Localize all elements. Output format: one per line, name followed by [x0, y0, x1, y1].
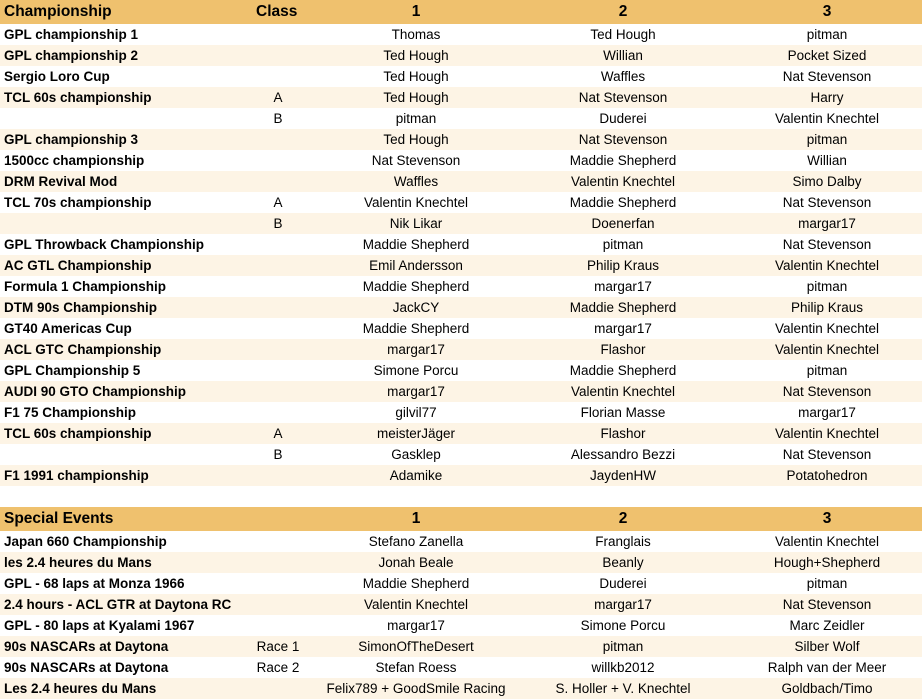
event-name-cell: GPL - 68 laps at Monza 1966 — [4, 576, 185, 591]
third-place-cell: Potatohedron — [786, 468, 868, 483]
second-place-cell: Beanly — [602, 555, 644, 570]
second-place-cell: Waffles — [600, 69, 646, 84]
second-place-cell: Florian Masse — [580, 405, 666, 420]
first-place-cell: Ted Hough — [383, 132, 449, 147]
third-place-cell: Philip Kraus — [790, 300, 864, 315]
second-place-cell: Maddie Shepherd — [569, 153, 677, 168]
third-place-cell: pitman — [806, 27, 848, 42]
second-place-cell: Duderei — [599, 576, 647, 591]
event-name-cell: les 2.4 heures du Mans — [4, 555, 152, 570]
first-place-cell: margar17 — [387, 384, 445, 399]
table-row — [0, 381, 922, 402]
third-place-cell: Ralph van der Meer — [767, 660, 887, 675]
table-row — [0, 657, 922, 678]
table-row — [0, 636, 922, 657]
first-place-cell: Ted Hough — [383, 69, 449, 84]
second-place-cell: Flashor — [600, 342, 646, 357]
event-name-cell: Japan 660 Championship — [4, 534, 167, 549]
table-row — [0, 192, 922, 213]
table-row — [0, 276, 922, 297]
third-place-cell: Nat Stevenson — [782, 237, 872, 252]
table-row — [0, 108, 922, 129]
second-place-cell: Nat Stevenson — [578, 90, 668, 105]
second-place-cell: Valentin Knechtel — [570, 384, 676, 399]
event-name-cell: GT40 Americas Cup — [4, 321, 132, 336]
class-cell: B — [273, 216, 283, 231]
special-third-place-header: 3 — [822, 510, 832, 527]
third-place-cell: Harry — [810, 90, 844, 105]
event-name-cell: 2.4 hours - ACL GTR at Daytona RC — [4, 597, 232, 612]
table-row — [0, 24, 922, 45]
first-place-cell: Jonah Beale — [378, 555, 454, 570]
table-row — [0, 318, 922, 339]
second-place-header: 2 — [618, 3, 628, 20]
table-row — [0, 615, 922, 636]
first-place-cell: Adamike — [389, 468, 443, 483]
event-name-cell: TCL 60s championship — [4, 90, 152, 105]
third-place-cell: margar17 — [798, 216, 856, 231]
event-name-cell: DRM Revival Mod — [4, 174, 118, 189]
table-row — [0, 360, 922, 381]
table-row — [0, 45, 922, 66]
second-place-cell: S. Holler + V. Knechtel — [555, 681, 691, 696]
first-place-cell: Maddie Shepherd — [362, 321, 470, 336]
table-row — [0, 594, 922, 615]
event-name-cell: TCL 70s championship — [4, 195, 152, 210]
second-place-cell: Ted Hough — [590, 27, 656, 42]
table-row — [0, 297, 922, 318]
special-second-place-header: 2 — [618, 510, 628, 527]
event-name-cell: 1500cc championship — [4, 153, 145, 168]
class-cell: A — [273, 426, 283, 441]
first-place-cell: Simone Porcu — [373, 363, 459, 378]
second-place-cell: willkb2012 — [591, 660, 655, 675]
table-row — [0, 66, 922, 87]
first-place-cell: Thomas — [391, 27, 441, 42]
class-cell: B — [273, 447, 283, 462]
class-cell: B — [273, 111, 283, 126]
event-name-cell: GPL Championship 5 — [4, 363, 141, 378]
third-place-cell: Willian — [807, 153, 847, 168]
event-name-cell: DTM 90s Championship — [4, 300, 158, 315]
event-name-cell: ACL GTC Championship — [4, 342, 162, 357]
first-place-cell: Maddie Shepherd — [362, 576, 470, 591]
second-place-cell: Willian — [603, 48, 643, 63]
special-events-header-row — [0, 507, 922, 531]
event-name-cell: GPL - 80 laps at Kyalami 1967 — [4, 618, 195, 633]
third-place-header: 3 — [822, 3, 832, 20]
table-row — [0, 129, 922, 150]
first-place-cell: margar17 — [387, 342, 445, 357]
third-place-cell: pitman — [806, 279, 848, 294]
second-place-cell: margar17 — [594, 321, 652, 336]
event-name-cell: Les 2.4 heures du Mans — [4, 681, 157, 696]
event-name-cell: Formula 1 Championship — [4, 279, 167, 294]
third-place-cell: Goldbach/Timo — [781, 681, 873, 696]
table-row — [0, 255, 922, 276]
table-row — [0, 465, 922, 486]
event-name-cell: AC GTL Championship — [4, 258, 152, 273]
second-place-cell: Nat Stevenson — [578, 132, 668, 147]
second-place-cell: Philip Kraus — [586, 258, 660, 273]
second-place-cell: Maddie Shepherd — [569, 363, 677, 378]
table-row — [0, 531, 922, 552]
first-place-cell: Felix789 + GoodSmile Racing — [326, 681, 506, 696]
table-row — [0, 339, 922, 360]
first-place-cell: Nat Stevenson — [371, 153, 461, 168]
first-place-cell: JackCY — [392, 300, 440, 315]
championship-header: Championship — [4, 3, 112, 20]
first-place-cell: Maddie Shepherd — [362, 279, 470, 294]
event-name-cell: F1 1991 championship — [4, 468, 149, 483]
special-events-table-body — [0, 531, 922, 699]
first-place-cell: meisterJäger — [376, 426, 456, 441]
class-cell: Race 1 — [256, 639, 300, 654]
first-place-cell: pitman — [395, 111, 437, 126]
class-header: Class — [256, 3, 298, 20]
table-row — [0, 423, 922, 444]
first-place-cell: Valentin Knechtel — [363, 195, 469, 210]
event-name-cell: TCL 60s championship — [4, 426, 152, 441]
third-place-cell: margar17 — [798, 405, 856, 420]
third-place-cell: Valentin Knechtel — [774, 258, 880, 273]
event-name-cell: GPL championship 1 — [4, 27, 139, 42]
third-place-cell: Valentin Knechtel — [774, 342, 880, 357]
second-place-cell: Simone Porcu — [580, 618, 666, 633]
event-name-cell: Sergio Loro Cup — [4, 69, 110, 84]
third-place-cell: Nat Stevenson — [782, 447, 872, 462]
third-place-cell: Nat Stevenson — [782, 195, 872, 210]
first-place-cell: Gasklep — [391, 447, 441, 462]
first-place-cell: margar17 — [387, 618, 445, 633]
third-place-cell: Marc Zeidler — [789, 618, 865, 633]
first-place-cell: Maddie Shepherd — [362, 237, 470, 252]
event-name-cell: F1 75 Championship — [4, 405, 137, 420]
first-place-cell: Stefan Roess — [375, 660, 457, 675]
second-place-cell: Franglais — [595, 534, 651, 549]
first-place-cell: SimonOfTheDesert — [358, 639, 474, 654]
third-place-cell: Silber Wolf — [794, 639, 860, 654]
second-place-cell: Alessandro Bezzi — [570, 447, 676, 462]
third-place-cell: Nat Stevenson — [782, 384, 872, 399]
event-name-cell: AUDI 90 GTO Championship — [4, 384, 187, 399]
table-row — [0, 234, 922, 255]
table-row — [0, 444, 922, 465]
section-spacer — [0, 486, 922, 507]
first-place-cell: Nik Likar — [389, 216, 443, 231]
table-row — [0, 573, 922, 594]
table-row — [0, 678, 922, 699]
third-place-cell: pitman — [806, 132, 848, 147]
first-place-cell: Ted Hough — [383, 48, 449, 63]
second-place-cell: Duderei — [599, 111, 647, 126]
first-place-cell: Emil Andersson — [369, 258, 463, 273]
event-name-cell: GPL Throwback Championship — [4, 237, 205, 252]
second-place-cell: margar17 — [594, 279, 652, 294]
table-row — [0, 171, 922, 192]
first-place-cell: Ted Hough — [383, 90, 449, 105]
second-place-cell: pitman — [602, 639, 644, 654]
third-place-cell: pitman — [806, 576, 848, 591]
third-place-cell: Hough+Shepherd — [773, 555, 881, 570]
second-place-cell: Flashor — [600, 426, 646, 441]
event-name-cell: 90s NASCARs at Daytona — [4, 639, 169, 654]
event-name-cell: 90s NASCARs at Daytona — [4, 660, 169, 675]
first-place-header: 1 — [411, 3, 421, 20]
table-row — [0, 552, 922, 573]
second-place-cell: Doenerfan — [591, 216, 655, 231]
second-place-cell: Maddie Shepherd — [569, 300, 677, 315]
championship-header-row — [0, 0, 922, 24]
second-place-cell: Maddie Shepherd — [569, 195, 677, 210]
first-place-cell: Valentin Knechtel — [363, 597, 469, 612]
event-name-cell: GPL championship 2 — [4, 48, 139, 63]
third-place-cell: Valentin Knechtel — [774, 534, 880, 549]
table-row — [0, 402, 922, 423]
first-place-cell: Stefano Zanella — [368, 534, 464, 549]
special-events-header: Special Events — [4, 510, 114, 527]
third-place-cell: Nat Stevenson — [782, 597, 872, 612]
second-place-cell: pitman — [602, 237, 644, 252]
championship-table-body — [0, 24, 922, 486]
second-place-cell: margar17 — [594, 597, 652, 612]
special-first-place-header: 1 — [411, 510, 421, 527]
third-place-cell: pitman — [806, 363, 848, 378]
class-cell: A — [273, 195, 283, 210]
event-name-cell: GPL championship 3 — [4, 132, 139, 147]
third-place-cell: Simo Dalby — [792, 174, 862, 189]
first-place-cell: gilvil77 — [395, 405, 437, 420]
class-cell: Race 2 — [256, 660, 300, 675]
table-row — [0, 150, 922, 171]
third-place-cell: Nat Stevenson — [782, 69, 872, 84]
third-place-cell: Valentin Knechtel — [774, 321, 880, 336]
second-place-cell: JaydenHW — [589, 468, 657, 483]
third-place-cell: Valentin Knechtel — [774, 111, 880, 126]
second-place-cell: Valentin Knechtel — [570, 174, 676, 189]
class-cell: A — [273, 90, 283, 105]
table-row — [0, 213, 922, 234]
first-place-cell: Waffles — [393, 174, 439, 189]
table-row — [0, 87, 922, 108]
third-place-cell: Pocket Sized — [787, 48, 867, 63]
third-place-cell: Valentin Knechtel — [774, 426, 880, 441]
